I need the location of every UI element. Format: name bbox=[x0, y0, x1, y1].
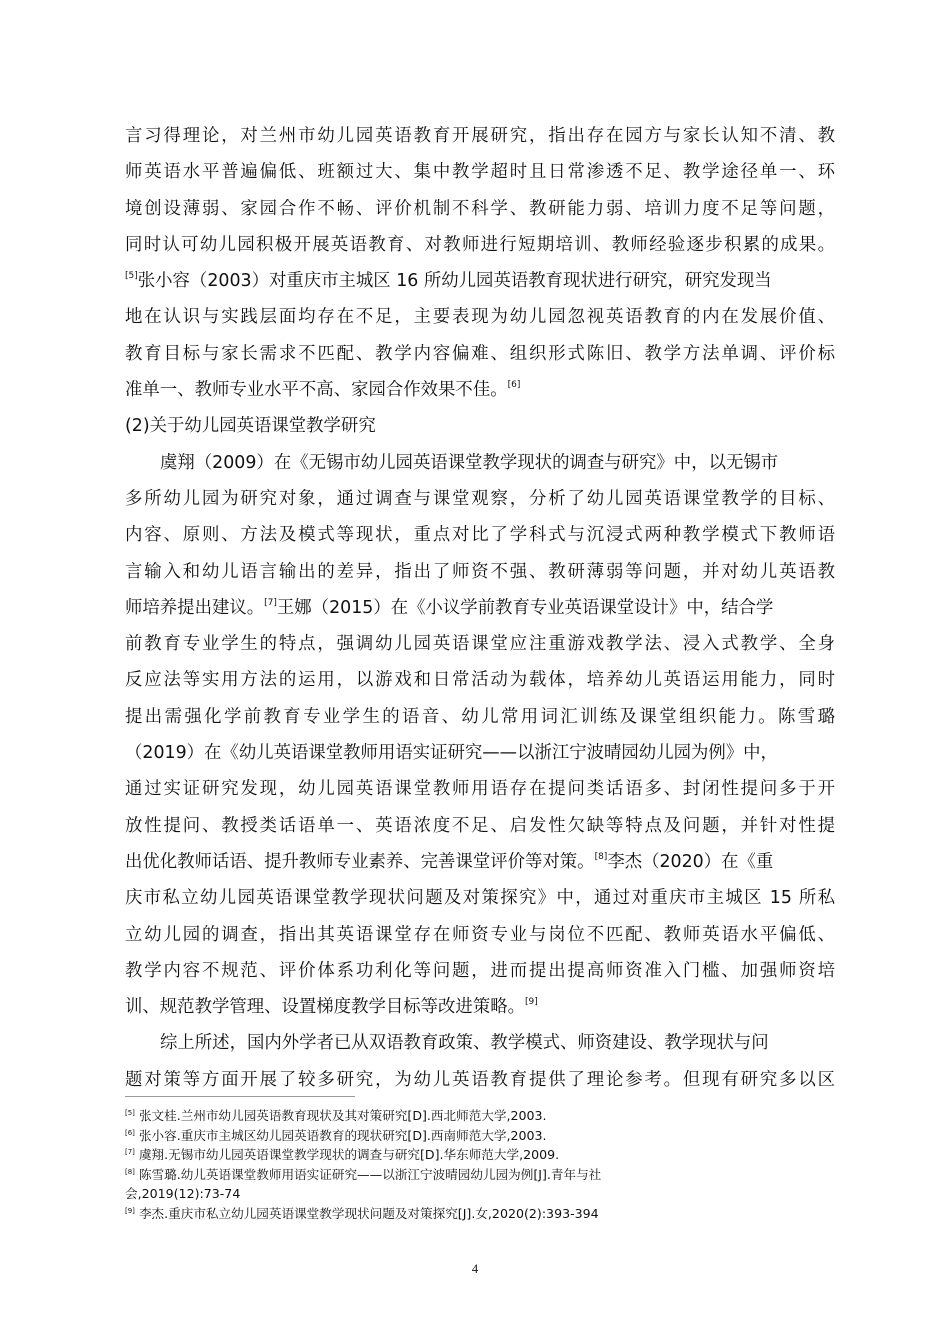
citation-marker: [9] bbox=[525, 997, 538, 1008]
body-line: 虞翔（2009）在《无锡市幼儿园英语课堂教学现状的调查与研究》中，以无锡市 bbox=[160, 452, 779, 473]
footnote-divider bbox=[125, 1096, 355, 1097]
body-line: 同时认可幼儿园积极开展英语教育、对教师进行短期培训、教师经验逐步积累的成果。 bbox=[125, 234, 835, 255]
body-line: 反应法等实用方法的运用，以游戏和日常活动为载体，培养幼儿英语运用能力，同时 bbox=[125, 670, 835, 691]
body-line: 综上所述，国内外学者已从双语教育政策、教学模式、师资建设、教学现状与问 bbox=[160, 1033, 769, 1054]
body-line: 师培养提出建议。[7]王娜（2015）在《小议学前教育专业英语课堂设计》中，结合学 bbox=[125, 597, 774, 618]
footnote-item: [9] 李杰.重庆市私立幼儿园英语课堂教学现状问题及对策探究[J].女,2020(2):393-394 bbox=[125, 1205, 599, 1221]
footnote-item: [7] 虞翔.无锡市幼儿园英语课堂教学现状的调查与研究[D].华东师范大学,2009. bbox=[125, 1147, 560, 1162]
citation-marker: [5] bbox=[125, 271, 138, 282]
footnote-item: [5] 张文桂.兰州市幼儿园英语教育现状及其对策研究[D].西北师范大学,2003. bbox=[125, 1108, 547, 1123]
body-line: 多所幼儿园为研究对象，通过调查与课堂观察，分析了幼儿园英语课堂教学的目标、 bbox=[125, 488, 835, 509]
citation-marker: [7] bbox=[264, 597, 277, 608]
body-line: 提出需强化学前教育专业学生的语音、幼儿常用词汇训练及课堂组织能力。陈雪璐 bbox=[125, 706, 835, 727]
body-line: 言输入和幼儿语言输出的差异，指出了师资不强、教研薄弱等问题，并对幼儿英语教 bbox=[125, 561, 835, 582]
body-line: 地在认识与实践层面均存在不足，主要表现为幼儿园忽视英语教育的内在发展价值、 bbox=[125, 307, 835, 328]
footnote-marker: [5] bbox=[125, 1109, 135, 1117]
footnote-item: [6] 张小容.重庆市主城区幼儿园英语教育的现状研究[D].西南师范大学,2003. bbox=[125, 1127, 547, 1143]
body-line: 通过实证研究发现，幼儿园英语课堂教师用语存在提问类话语多、封闭性提问多于开 bbox=[125, 779, 835, 800]
section-heading: (2)关于幼儿园英语课堂教学研究 bbox=[125, 416, 376, 437]
body-line: （2019）在《幼儿英语课堂教师用语实证研究——以浙江宁波晴园幼儿园为例》中， bbox=[125, 743, 778, 764]
body-line: 境创设薄弱、家园合作不畅、评价机制不科学、教研能力弱、培训力度不足等问题， bbox=[125, 198, 835, 219]
body-line: 立幼儿园的调查，指出其英语课堂存在师资专业与岗位不匹配、教师英语水平偏低、 bbox=[125, 924, 835, 945]
footnote-marker: [6] bbox=[125, 1128, 135, 1137]
footnotes bbox=[125, 1106, 825, 1223]
body-line: 放性提问、教授类话语单一、英语浓度不足、启发性欠缺等特点及问题，并针对性提 bbox=[125, 815, 835, 836]
body-line: 庆市私立幼儿园英语课堂教学现状问题及对策探究》中，通过对重庆市主城区 15 所私 bbox=[125, 888, 835, 909]
footnote-item: [8] 陈雪璐.幼儿英语课堂教师用语实证研究——以浙江宁波晴园幼儿园为例[J].青年与社 bbox=[125, 1166, 602, 1182]
body-line: 训、规范教学管理、设置梯度教学目标等改进策略。[9] bbox=[125, 997, 538, 1018]
body-line: 言习得理论，对兰州市幼儿园英语教育开展研究，指出存在园方与家长认知不清、教 bbox=[125, 126, 835, 146]
body-line: 教学内容不规范、评价体系功利化等问题，进而提出提高师资准入门槛、加强师资培 bbox=[125, 960, 835, 981]
body-line: 师英语水平普遍偏低、班额过大、集中教学超时且日常渗透不足、教学途径单一、环 bbox=[125, 162, 835, 183]
body-line: 出优化教师话语、提升教师专业素养、完善课堂评价等对策。[8]李杰（2020）在《重 bbox=[125, 851, 774, 872]
body-line: 准单一、教师专业水平不高、家园合作效果不佳。[6] bbox=[125, 380, 521, 401]
page-number: 4 bbox=[471, 1262, 479, 1276]
body-line: 前教育专业学生的特点，强调幼儿园英语课堂应注重游戏教学法、浸入式教学、全身 bbox=[125, 634, 835, 655]
body-text bbox=[125, 118, 835, 1098]
footnote-marker: [8] bbox=[125, 1167, 135, 1176]
footnote-marker: [7] bbox=[125, 1148, 135, 1156]
footnote-continuation: 会,2019(12):73-74 bbox=[125, 1186, 241, 1201]
body-line: 内容、原则、方法及模式等现状，重点对比了学科式与沉浸式两种教学模式下教师语 bbox=[125, 525, 835, 546]
footnote-marker: [9] bbox=[125, 1206, 135, 1215]
body-line: 教育目标与家长需求不匹配、教学内容偏难、组织形式陈旧、教学方法单调、评价标 bbox=[125, 343, 835, 364]
citation-marker: [6] bbox=[507, 380, 521, 391]
body-line: [5]张小容（2003）对重庆市主城区 16 所幼儿园英语教育现状进行研究，研究发现当 bbox=[125, 271, 772, 292]
body-line: 题对策等方面开展了较多研究，为幼儿英语教育提供了理论参考。但现有研究多以区 bbox=[125, 1069, 835, 1090]
citation-marker: [8] bbox=[594, 851, 608, 862]
